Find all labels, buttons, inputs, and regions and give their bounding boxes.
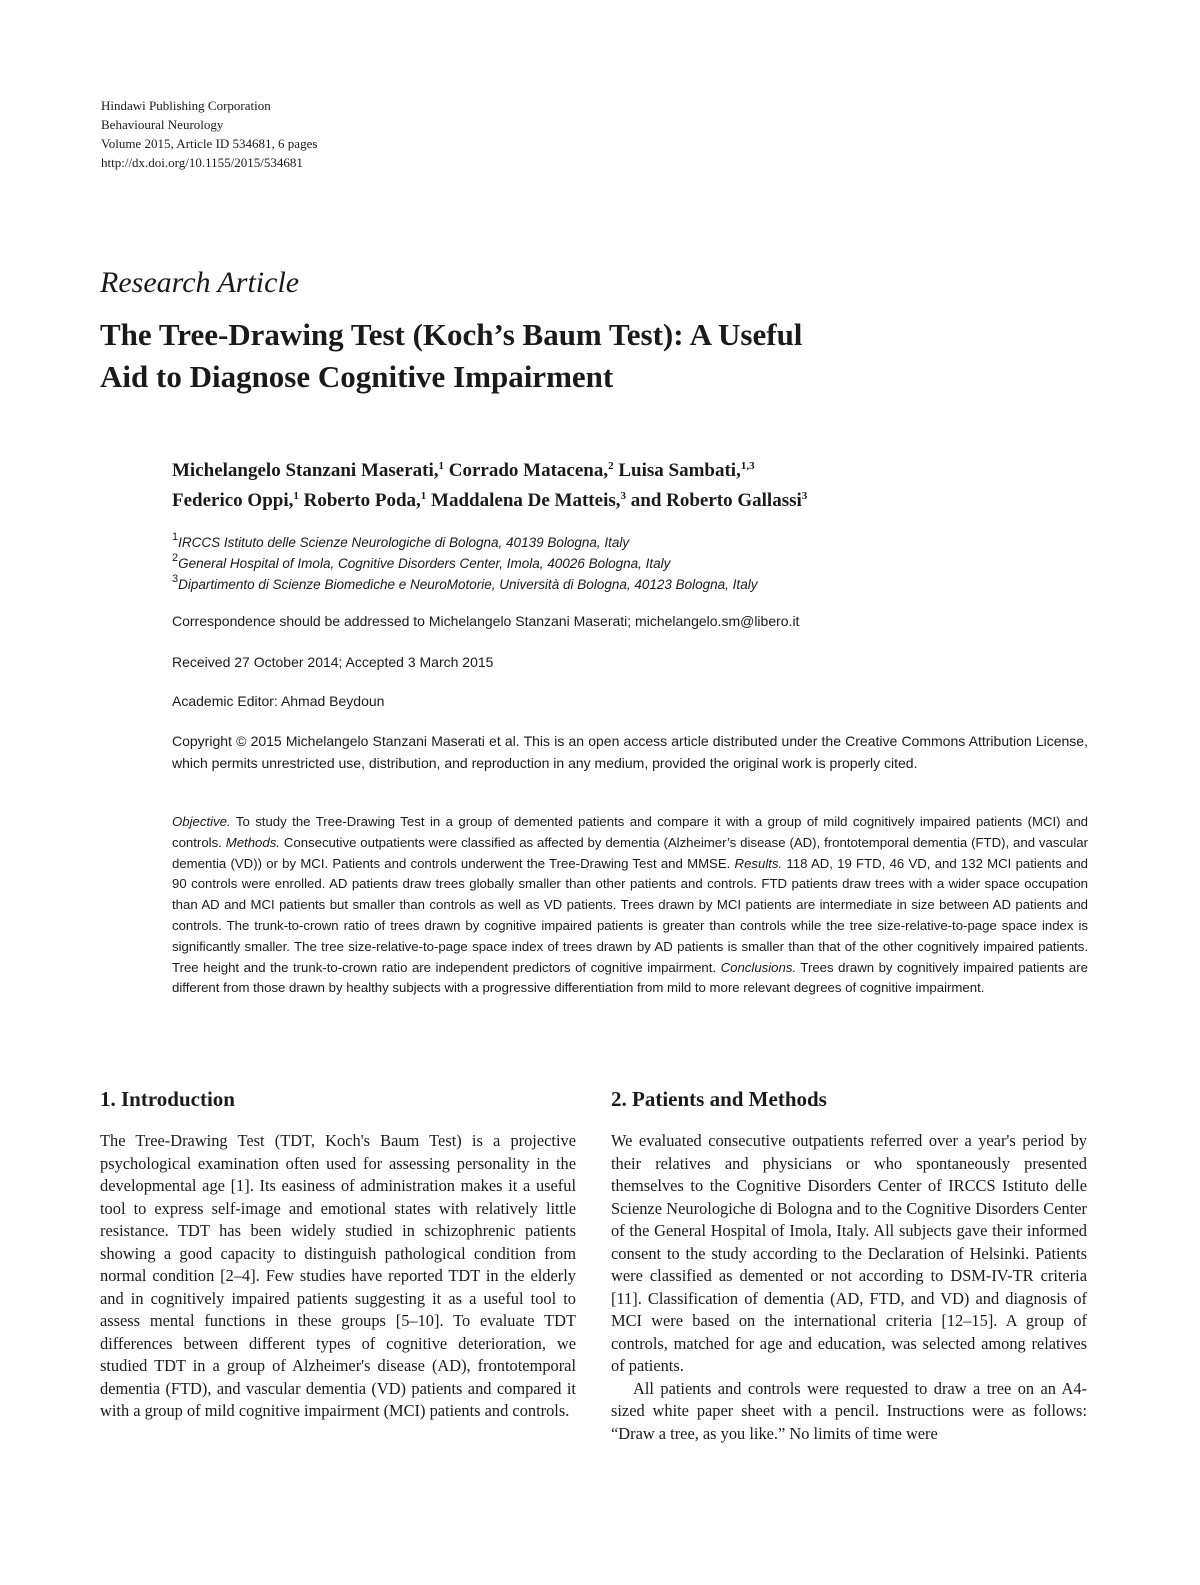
- correspondence: Correspondence should be addressed to Michelangelo Stanzani Maserati; michelangelo.sm@libero.it: [172, 613, 800, 629]
- methods-paragraph-1: We evaluated consecutive outpatients referred over a year's period by their relatives and physicians or who spontaneously presented themselves to the Cognitive Disorders Center of IRCCS Istituto delle Scienze Neurologiche di Bologna and to the Cognitive Disorders Center of the General Hospital of Imola, Italy. All subjects gave their informed consent to the study according to the Declaration of Helsinki. Patients were classified as demented or not according to DSM-IV-TR criteria [11]. Classification of dementia (AD, FTD, and VD) and diagnosis of MCI were based on the international criteria [12–15]. A group of controls, matched for age and education, was selected among relatives of patients.: [611, 1131, 1087, 1375]
- introduction-body: [100, 1130, 576, 1423]
- author-affiliation: 1: [438, 460, 444, 472]
- author-affiliation: 2: [608, 460, 614, 472]
- affiliation-item: [172, 553, 757, 574]
- author-line-2: [172, 486, 1102, 516]
- author-affiliation: 1: [293, 490, 299, 502]
- copyright-notice: Copyright © 2015 Michelangelo Stanzani Maserati et al. This is an open access article distributed under the Creative Commons Attribution License, which permits unrestricted use, distribution, and reproduction in any medium, provided the original work is properly cited.: [172, 733, 1088, 771]
- author-name: Michelangelo Stanzani Maserati,: [172, 460, 439, 481]
- author-name: and Roberto Gallassi: [630, 490, 802, 511]
- methods-paragraph-2: All patients and controls were requested to draw a tree on an A4-sized white paper sheet with a pencil. Instructions were as follows: “Draw a tree, as you like.” No limits of time were: [611, 1378, 1087, 1443]
- abstract-results-label: Results.: [734, 855, 783, 871]
- affiliation-number: 3: [172, 573, 179, 585]
- author-name: Roberto Poda,: [303, 490, 421, 511]
- author-name: Corrado Matacena,: [448, 460, 609, 481]
- author-name: Federico Oppi,: [172, 490, 294, 511]
- affiliation-text: Dipartimento di Scienze Biomediche e NeuroMotorie, Università di Bologna, 40123 Bologna, Italy: [178, 577, 758, 592]
- author-affiliation: 1,3: [740, 460, 755, 472]
- affiliation-number: 2: [172, 552, 179, 564]
- affiliation-text: IRCCS Istituto delle Scienze Neurologiche di Bologna, 40139 Bologna, Italy: [178, 535, 630, 550]
- author-name: Luisa Sambati,: [618, 460, 741, 481]
- affiliation-item: [172, 574, 757, 595]
- volume-info: Volume 2015, Article ID 534681, 6 pages: [101, 136, 318, 151]
- affiliations: [172, 532, 757, 595]
- author-list: [172, 456, 1102, 516]
- journal-name: Behavioural Neurology: [101, 117, 224, 132]
- abstract: [172, 812, 1088, 999]
- title-line-2: Aid to Diagnose Cognitive Impairment: [100, 359, 614, 394]
- author-affiliation: 1: [420, 490, 427, 502]
- affiliation-item: [172, 532, 757, 553]
- title-line-1: The Tree-Drawing Test (Koch’s Baum Test): A Useful: [100, 317, 803, 352]
- author-name: Maddalena De Matteis,: [431, 490, 621, 511]
- article-type: Research Article: [100, 266, 300, 299]
- doi-link[interactable]: http://dx.doi.org/10.1155/2015/534681: [101, 155, 303, 170]
- publisher: Hindawi Publishing Corporation: [101, 98, 271, 113]
- journal-info: [101, 96, 317, 172]
- introduction-paragraph: The Tree-Drawing Test (TDT, Koch's Baum Test) is a projective psychological examination often used for assessing personality in the developmental age [1]. Its easiness of administration makes it a useful tool to express self-image and emotional states with relatively little resistance. TDT has been widely studied in schizophrenic patients showing a good capacity to distinguish pathological condition from normal condition [2–4]. Few studies have reported TDT in the elderly and in cognitively impaired patients suggesting it as a useful tool to assess mental functions in these groups [5–10]. To evaluate TDT differences between different types of cognitive deterioration, we studied TDT in a group of Alzheimer's disease (AD), frontotemporal dementia (FTD), and vascular dementia (VD) patients and compared it with a group of mild cognitive impairment (MCI) patients and controls.: [100, 1131, 576, 1420]
- author-affiliation: 3: [620, 490, 626, 502]
- abstract-objective: To study the Tree-Drawing Test in a group of demented patients and compare it with a group of mild cognitively impaired patients (MCI) and controls.: [172, 814, 1088, 850]
- methods-heading: 2. Patients and Methods: [611, 1087, 827, 1111]
- received-dates: Received 27 October 2014; Accepted 3 March 2015: [172, 654, 494, 670]
- abstract-methods: Consecutive outpatients were classified as affected by dementia (Alzheimer’s disease (AD), frontotemporal dementia (FTD), and vascular dementia (VD)) or by MCI. Patients and controls underwent the Tree-Drawing Test and MMSE.: [172, 834, 1089, 871]
- abstract-conclusions-label: Conclusions.: [720, 959, 797, 975]
- methods-body: [611, 1130, 1087, 1445]
- academic-editor: Academic Editor: Ahmad Beydoun: [172, 693, 385, 709]
- author-affiliation: 3: [801, 490, 808, 502]
- abstract-results: 118 AD, 19 FTD, 46 VD, and 132 MCI patients and 90 controls were enrolled. AD patients draw trees globally smaller than other patients and controls. FTD patients draw trees with a wider space occupation than AD and MCI patients but smaller than controls as well as VD patients. Trees drawn by MCI patients are intermediate in size between AD patients and controls. The trunk-to-crown ratio of trees drawn by cognitive impaired patients is greater than controls while the tree size-relative-to-page space index is significantly smaller. The tree size-relative-to-page space index of trees drawn by AD patients is smaller than that of the other cognitively impaired patients. Tree height and the trunk-to-crown ratio are independent predictors of cognitive impairment.: [172, 855, 1088, 975]
- author-line-1: [172, 456, 1102, 486]
- affiliation-text: General Hospital of Imola, Cognitive Disorders Center, Imola, 40026 Bologna, Italy: [178, 556, 671, 571]
- abstract-methods-label: Methods.: [225, 834, 280, 850]
- abstract-objective-label: Objective.: [172, 814, 231, 829]
- article-title: [100, 314, 1100, 398]
- introduction-heading: 1. Introduction: [100, 1087, 235, 1111]
- abstract-conclusions: Trees drawn by cognitively impaired patients are different from those drawn by healthy subjects with a progressive differentiation from mild to more relevant degrees of cognitive impairment.: [172, 959, 1088, 996]
- affiliation-number: 1: [172, 531, 179, 543]
